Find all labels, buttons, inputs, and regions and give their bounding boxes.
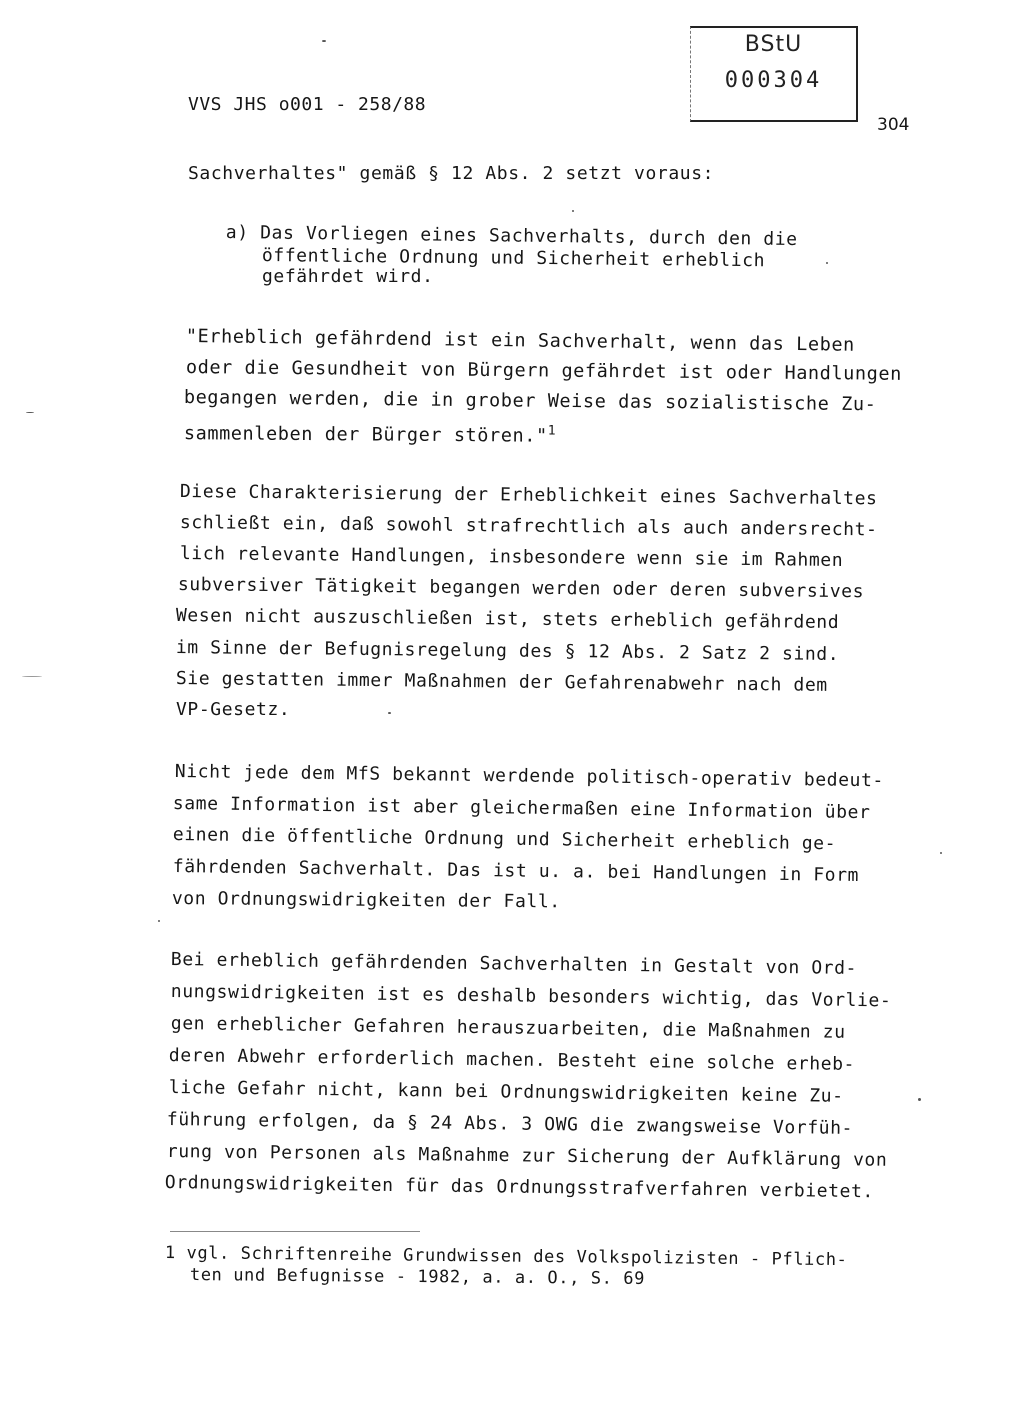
footnote-marker: 1: [547, 423, 557, 439]
document-reference: VVS JHS o001 - 258/88: [188, 94, 427, 115]
item-a-line: gefährdet wird.: [262, 266, 434, 287]
paragraph-line: rung von Personen als Maßnahme zur Sicherung der Aufklärung von: [166, 1141, 888, 1171]
paragraph-line: führung erfolgen, da § 24 Abs. 3 OWG die zwangsweise Vorfüh-: [166, 1109, 854, 1139]
scan-speck: [940, 852, 942, 854]
scan-speck: [918, 1098, 921, 1101]
paragraph-line: deren Abwehr erforderlich machen. Besteht eine solche erheb-: [168, 1045, 856, 1075]
item-a-line: a) Das Vorliegen eines Sachverhalts, durch den die: [225, 222, 798, 250]
quote-line: [184, 418, 557, 448]
paragraph-line: schließt ein, daß sowohl strafrechtlich als auch andersrecht-: [179, 512, 878, 541]
paragraph-line: Ordnungswidrigkeiten für das Ordnungsstrafverfahren verbietet.: [164, 1172, 875, 1203]
paragraph-line: same Information ist aber gleichermaßen eine Information über: [172, 793, 871, 824]
stamp-number: 000304: [724, 68, 823, 93]
scan-speck: [388, 712, 391, 714]
scan-speck: [826, 262, 828, 264]
paragraph-line: Sie gestatten immer Maßnahmen der Gefahrenabwehr nach dem: [175, 668, 828, 696]
paragraph-line: lich relevante Handlungen, insbesondere wenn sie im Rahmen: [179, 543, 844, 571]
stamp-org: BStU: [744, 32, 803, 57]
scan-speck: [22, 676, 42, 677]
paragraph-line: Wesen nicht auszuschließen ist, stets erheblich gefährdend: [175, 605, 840, 633]
scan-speck: [158, 920, 160, 922]
paragraph-line: gen erheblicher Gefahren herauszuarbeiten, die Maßnahmen zu: [170, 1013, 846, 1043]
footnote-divider: [170, 1231, 420, 1232]
quote-line: oder die Gesundheit von Bürgern gefährdet ist oder Handlungen: [185, 357, 902, 385]
paragraph-line: liche Gefahr nicht, kann bei Ordnungswidrigkeiten keine Zu-: [168, 1077, 844, 1107]
paragraph-line: einen die öffentliche Ordnung und Sicherheit erheblich ge-: [172, 824, 837, 855]
paragraph-line: nungswidrigkeiten ist es deshalb besonders wichtig, das Vorlie-: [170, 981, 892, 1012]
intro-line: Sachverhaltes" gemäß § 12 Abs. 2 setzt voraus:: [188, 163, 715, 184]
paragraph-line: Diese Charakterisierung der Erheblichkeit eines Sachverhaltes: [179, 481, 878, 510]
footnote-line: 1 vgl. Schriftenreihe Grundwissen des Volkspolizisten - Pflich-: [164, 1243, 848, 1271]
scan-speck: [26, 412, 34, 413]
scan-speck: [572, 210, 574, 212]
item-a-line: öffentliche Ordnung und Sicherheit erheblich: [261, 245, 766, 272]
paragraph-line: im Sinne der Befugnisregelung des § 12 Abs. 2 Satz 2 sind.: [175, 637, 840, 665]
page-number: 304: [877, 115, 910, 135]
paragraph-line: von Ordnungswidrigkeiten der Fall.: [171, 888, 561, 913]
paragraph-line: VP-Gesetz.: [176, 699, 291, 720]
quote-line: begangen werden, die in grober Weise das sozialistische Zu-: [183, 387, 877, 416]
quote-line-text: sammenleben der Bürger stören.": [183, 423, 548, 447]
paragraph-line: Bei erheblich gefährdenden Sachverhalten in Gestalt von Ord-: [170, 949, 858, 979]
footnote-line: ten und Befugnisse - 1982, a. a. O., S. 69: [189, 1265, 646, 1289]
paragraph-line: subversiver Tätigkeit begangen werden oder deren subversives: [177, 574, 865, 603]
scan-speck: [322, 40, 326, 42]
paragraph-line: fährdenden Sachverhalt. Das ist u. a. bei Handlungen in Form: [172, 856, 860, 886]
quote-line: "Erheblich gefährdend ist ein Sachverhalt, wenn das Leben: [185, 326, 856, 356]
paragraph-line: Nicht jede dem MfS bekannt werdende politisch-operativ bedeut-: [174, 761, 885, 792]
archive-stamp: [690, 26, 858, 122]
